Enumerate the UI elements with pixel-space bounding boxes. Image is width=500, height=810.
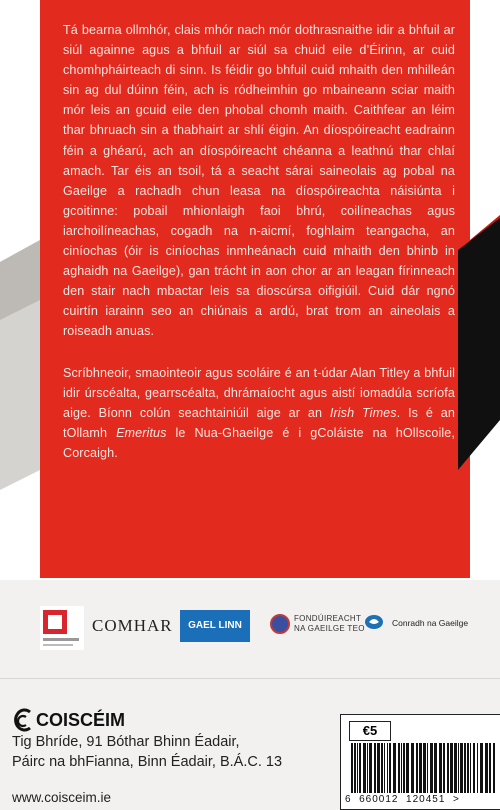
barcode-digits: 6 660012 120451 > <box>345 794 460 805</box>
barcode-bar <box>480 743 483 793</box>
barcode-bar <box>489 743 491 793</box>
publisher-address-line-2: Páirc na bhFianna, Binn Éadair, B.Á.C. 13 <box>12 754 283 770</box>
barcode-bar <box>411 743 414 793</box>
barcode-bar <box>460 743 463 793</box>
barcode-bar <box>485 743 488 793</box>
barcode-bar <box>401 743 402 793</box>
comhar-logo: COMHAR <box>92 616 173 635</box>
barcode-bar <box>384 743 385 793</box>
barcode-bar <box>359 743 361 793</box>
barcode-bar <box>493 743 495 793</box>
publisher-block <box>12 708 332 772</box>
barcode-bar <box>369 743 372 793</box>
barcode-bar <box>354 743 356 793</box>
barcode-bar <box>458 743 459 793</box>
publisher-footer <box>0 668 500 808</box>
barcode-bar <box>427 743 428 793</box>
barcode-bar <box>406 743 409 793</box>
barcode-bar <box>367 743 368 793</box>
conradh-emblem-icon <box>364 614 384 630</box>
barcode-bar <box>403 743 405 793</box>
barcode-bar <box>351 743 353 793</box>
barcode-bar <box>381 743 383 793</box>
publisher-logo <box>12 708 332 732</box>
barcode-bar <box>387 743 388 793</box>
barcode-bar <box>470 743 471 793</box>
blurb-paragraph-2: Scríbhneoir, smaointeoir agus scoláire é an t-údar Alan Titley a bhfuil idir úrscéalta, gearrscéalta, dhrámaíocht agus aistí iomadúla scríofa aige. Bíonn colún seachtainiúil aige ar an Irish Times. Is é an tOllamh Emeritus le Nua-Ghaeilge é i gColáiste na hOllscoile, Corcaigh. <box>63 365 455 460</box>
barcode-bar <box>430 743 433 793</box>
mgtt-logo <box>40 606 84 650</box>
publisher-website: www.coisceim.ie <box>12 790 112 805</box>
divider <box>0 678 500 679</box>
barcode-bar <box>357 743 358 793</box>
foras-emblem-icon <box>270 614 290 634</box>
foras-logo-text: FONDÚIREACHT NA GAEILGE TEO <box>294 614 365 633</box>
blurb <box>63 20 455 463</box>
barcode-bar <box>363 743 366 793</box>
barcode-bar <box>477 743 478 793</box>
publisher-address-line-1: Tig Bhríde, 91 Bóthar Bhinn Éadair, <box>12 734 240 750</box>
barcode-bar <box>374 743 376 793</box>
publisher-name: COISCÉIM <box>36 709 126 730</box>
sponsor-logos <box>0 600 500 658</box>
barcode-box <box>340 714 500 810</box>
barcode-bar <box>398 743 400 793</box>
barcode-bar <box>467 743 469 793</box>
barcode-bar <box>439 743 442 793</box>
price-tag: €5 <box>349 721 391 741</box>
conradh-logo-text: Conradh na Gaeilge <box>392 618 469 628</box>
barcode-bar <box>389 743 391 793</box>
barcode <box>349 743 499 793</box>
barcode-bar <box>454 743 457 793</box>
barcode-bar <box>419 743 422 793</box>
blurb-paragraph-1: Tá bearna ollmhór, clais mhór nach mór dothrasnaithe idir a bhfuil ar siúl againne agus a bhfuil ar siúl sa chuid eile d’Éirinn, ar cuid chomhpháirteach di sinn. Is féidir go bhfuil cuid mhaith den mhilleán sin ag dul dúinn féin, ach is ródheimhin go mbaineann sciar maith mór leis an gcuid eile den phobal chomh maith. Caithfear an léim thar bhruach sin a thabhairt ar shlí éigin. An díospóireacht eadrainn féin a ghéarú, ach an díospóireacht chéanna a leathnú thar chlaí amach. Tar éis an tsoil, tá a seacht sárai saineolais ag pobal na Gaeilge a rachadh chun leasa na díospóireachta náisiúnta i gcoitinne: pobail mhionlaigh faoi bhrú, coilíneachas agus iarchoilíneachas, cogadh na n-aicmí, foghlaim teangacha, an ciníochas (óir is ciníochas inmheánach cuid mhaith den bhinb in aghaidh na Gaeilge), gan trácht in aon chor ar an leagan fírinneach den stair nach mbactar leis sa dioscúrsa oifigiúil. Cuid dár ngnó cuirtín iarainn seo an chiúnais a ardú, brat trom an aineolais a roiseadh anuas. <box>63 23 455 339</box>
barcode-bar <box>377 743 380 793</box>
barcode-bar <box>393 743 396 793</box>
coisceim-emblem-icon <box>12 708 34 732</box>
barcode-bar <box>447 743 449 793</box>
gael-linn-logo: GAEL LINN <box>180 610 250 642</box>
barcode-bar <box>443 743 445 793</box>
barcode-bar <box>416 743 418 793</box>
barcode-bar <box>473 743 475 793</box>
barcode-bar <box>423 743 426 793</box>
barcode-bar <box>464 743 466 793</box>
barcode-bar <box>434 743 437 793</box>
barcode-bar <box>450 743 453 793</box>
